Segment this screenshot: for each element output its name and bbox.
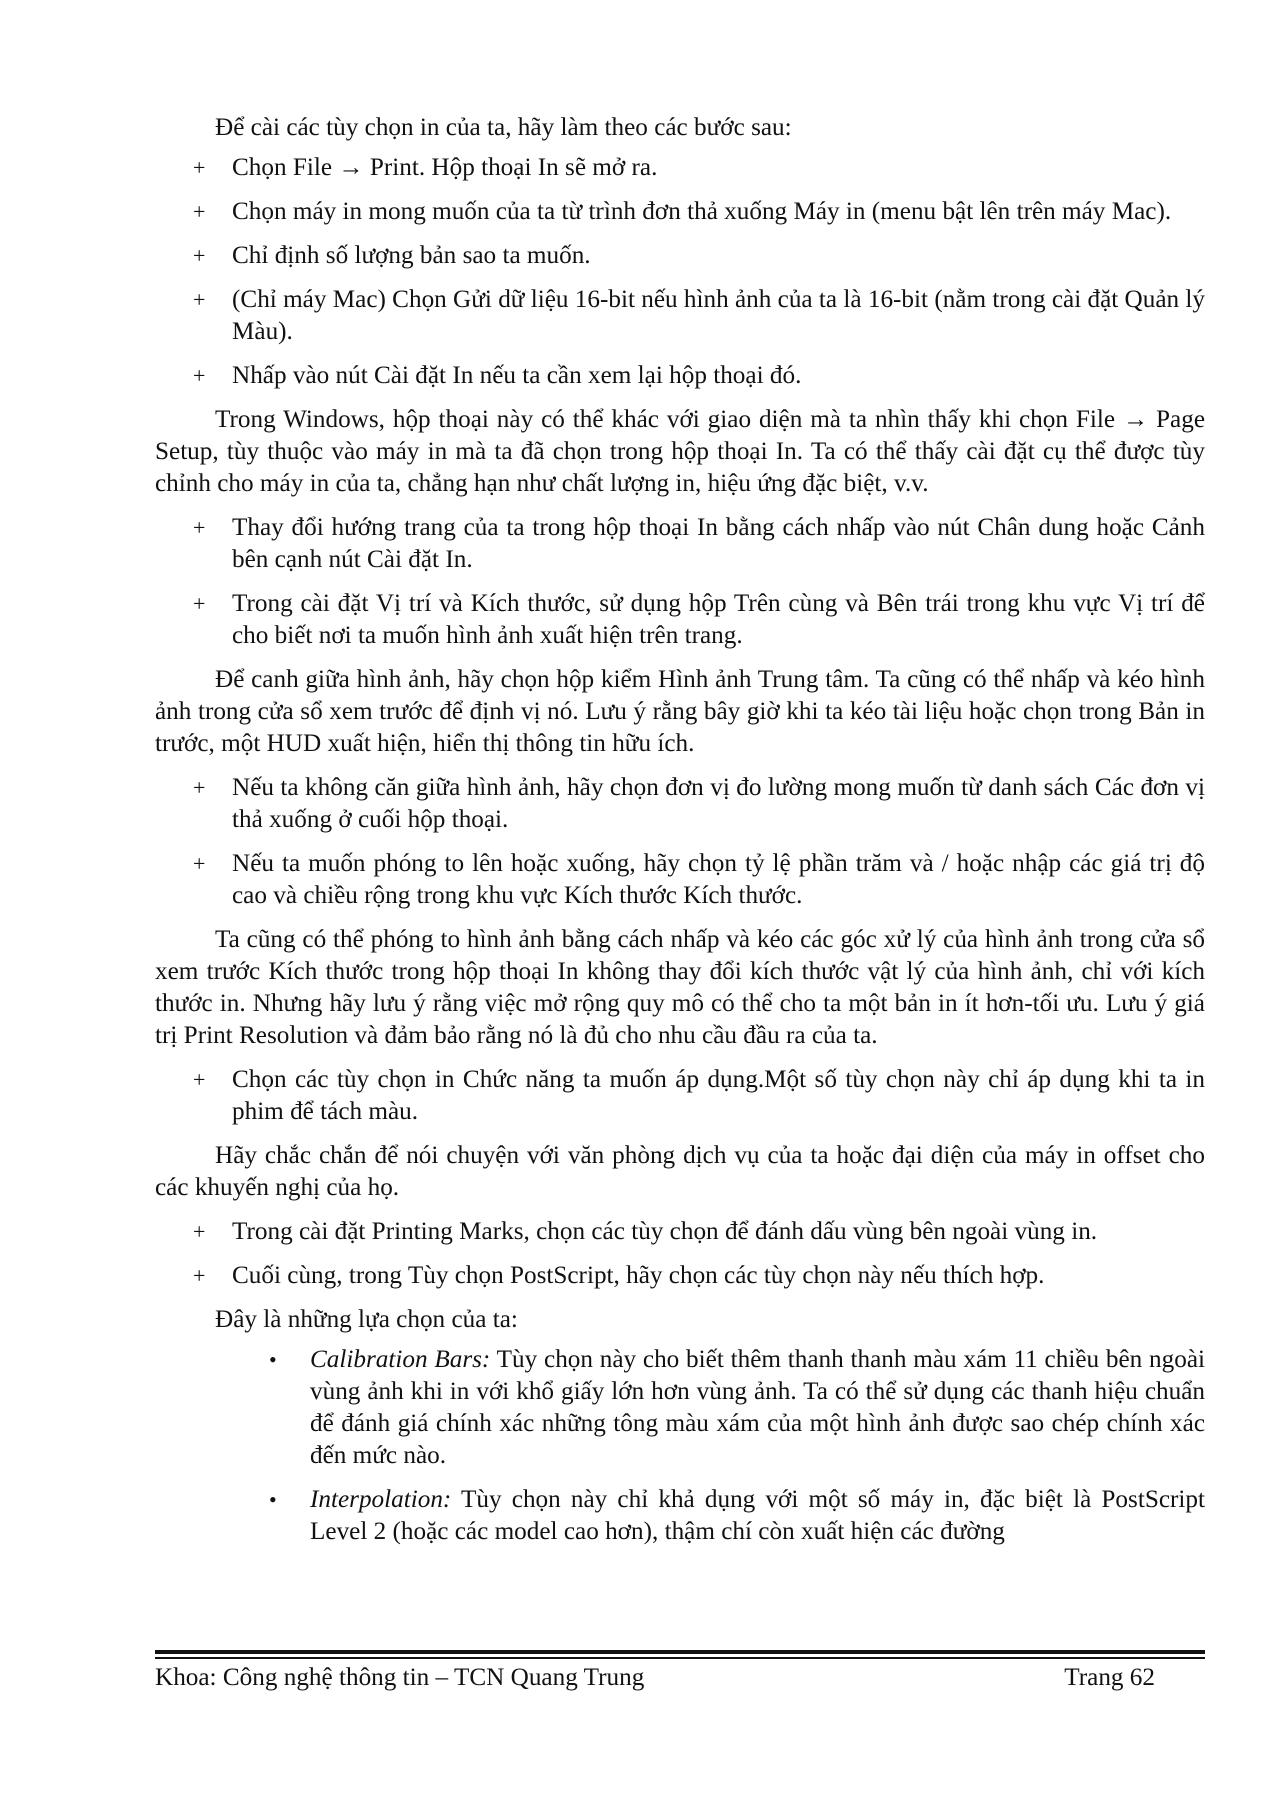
bullet-text: Tùy chọn này cho biết thêm thanh thanh màu xám 11 chiều bên ngoài vùng ảnh khi in với khổ giấy lớn hơn vùng ảnh. Ta có thể sử dụng các thanh hiệu chuẩn để đánh giá chính xác những tông màu xám của một hình ảnh được sao chép chính xác đến mức nào. (310, 1346, 1205, 1469)
footer-department: Khoa: Công nghệ thông tin – TCN Quang Trung (155, 1664, 645, 1691)
list-item: + Thay đổi hướng trang của ta trong hộp thoại In bằng cách nhấp vào nút Chân dung hoặc Cảnh bên cạnh nút Cài đặt In. (193, 514, 1205, 573)
plus-marker: + (193, 243, 206, 268)
bullet-term: Interpolation: (310, 1486, 452, 1513)
bullet-item-calibration-bars (155, 1344, 1205, 1472)
paragraph-center-image: Để canh giữa hình ảnh, hãy chọn hộp kiểm Hình ảnh Trung tâm. Ta cũng có thể nhấp và kéo hình ảnh trong cửa sổ xem trước để định vị nó. Lưu ý rằng bây giờ khi ta kéo tài liệu hoặc chọn trong Bản in trước, một HUD xuất hiện, hiển thị thông tin hữu ích. (155, 666, 1205, 757)
plus-marker: + (193, 287, 206, 312)
plus-marker: + (193, 851, 206, 876)
bullet-marker: • (269, 1487, 277, 1512)
step-list-5 (155, 1216, 1205, 1292)
list-item: + Cuối cùng, trong Tùy chọn PostScript, hãy chọn các tùy chọn này nếu thích hợp. (155, 1260, 1205, 1292)
list-item: + Trong cài đặt Vị trí và Kích thước, sử dụng hộp Trên cùng và Bên trái trong khu vực Vị trí để cho biết nơi ta muốn hình ảnh xuất hiện trên trang. (193, 590, 1205, 649)
footer-rule-thin (155, 1657, 1205, 1659)
plus-marker: + (193, 199, 206, 224)
list-item: + Trong cài đặt Printing Marks, chọn các tùy chọn để đánh dấu vùng bên ngoài vùng in. (155, 1216, 1205, 1248)
document-body (155, 112, 1205, 1560)
paragraph-service-bureau: Hãy chắc chắn để nói chuyện với văn phòng dịch vụ của ta hoặc đại diện của máy in offset cho các khuyến nghị của họ. (155, 1142, 1205, 1201)
list-item: + Nếu ta không căn giữa hình ảnh, hãy chọn đơn vị đo lường mong muốn từ danh sách Các đơn vị thả xuống ở cuối hộp thoại. (193, 774, 1205, 833)
list-item: + Chọn File → Print. Hộp thoại In sẽ mở ra. (155, 152, 1205, 184)
paragraph-scale-image: Ta cũng có thể phóng to hình ảnh bằng cách nhấp và kéo các góc xử lý của hình ảnh trong cửa sổ xem trước Kích thước trong hộp thoại In không thay đổi kích thước vật lý của hình ảnh, chỉ với kích thước in. Nhưng hãy lưu ý rằng việc mở rộng quy mô có thể cho ta một bản in ít hơn-tối ưu. Lưu ý giá trị Print Resolution và đảm bảo rằng nó là đủ cho nhu cầu đầu ra của ta. (155, 926, 1205, 1049)
bullet-item-interpolation (155, 1484, 1205, 1548)
step-list-3 (155, 772, 1205, 912)
list-item: + Chọn máy in mong muốn của ta từ trình đơn thả xuống Máy in (menu bật lên trên máy Mac). (155, 196, 1205, 228)
options-bullet-list (155, 1344, 1205, 1548)
plus-marker: + (193, 775, 206, 800)
plus-marker: + (193, 1219, 206, 1244)
step-list-4 (155, 1064, 1205, 1128)
list-item: + Nếu ta muốn phóng to lên hoặc xuống, hãy chọn tỷ lệ phần trăm và / hoặc nhập các giá trị độ cao và chiều rộng trong khu vực Kích thước Kích thước. (193, 850, 1205, 909)
step-list-2 (155, 512, 1205, 652)
plus-marker: + (193, 155, 206, 180)
plus-marker: + (193, 591, 206, 616)
step-list-1 (155, 152, 1205, 392)
paragraph-intro: Để cài các tùy chọn in của ta, hãy làm theo các bước sau: (215, 114, 792, 141)
list-item: + (Chỉ máy Mac) Chọn Gửi dữ liệu 16-bit nếu hình ảnh của ta là 16-bit (nằm trong cài đặt Quản lý Màu). (193, 286, 1206, 345)
plus-marker: + (193, 515, 206, 540)
footer-rule (155, 1650, 1205, 1654)
bullet-text: Tùy chọn này chỉ khả dụng với một số máy in, đặc biệt là PostScript Level 2 (hoặc các model cao hơn), thậm chí còn xuất hiện các đường (310, 1486, 1205, 1545)
plus-marker: + (193, 363, 206, 388)
plus-marker: + (193, 1263, 206, 1288)
page-number: Trang 62 (1064, 1664, 1155, 1691)
paragraph-windows: Trong Windows, hộp thoại này có thể khác với giao diện mà ta nhìn thấy khi chọn File → Page Setup, tùy thuộc vào máy in mà ta đã chọn trong hộp thoại In. Ta có thể thấy cài đặt cụ thể được tùy chỉnh cho máy in của ta, chẳng hạn như chất lượng in, hiệu ứng đặc biệt, v.v. (155, 406, 1205, 497)
list-item: + Nhấp vào nút Cài đặt In nếu ta cần xem lại hộp thoại đó. (155, 360, 1205, 392)
bullet-term: Calibration Bars: (310, 1346, 491, 1373)
paragraph-options-intro: Đây là những lựa chọn của ta: (215, 1306, 518, 1333)
list-item: + Chọn các tùy chọn in Chức năng ta muốn áp dụng.Một số tùy chọn này chỉ áp dụng khi ta in phim để tách màu. (193, 1066, 1205, 1125)
bullet-marker: • (269, 1347, 277, 1372)
list-item: + Chỉ định số lượng bản sao ta muốn. (155, 240, 1205, 272)
plus-marker: + (193, 1067, 206, 1092)
